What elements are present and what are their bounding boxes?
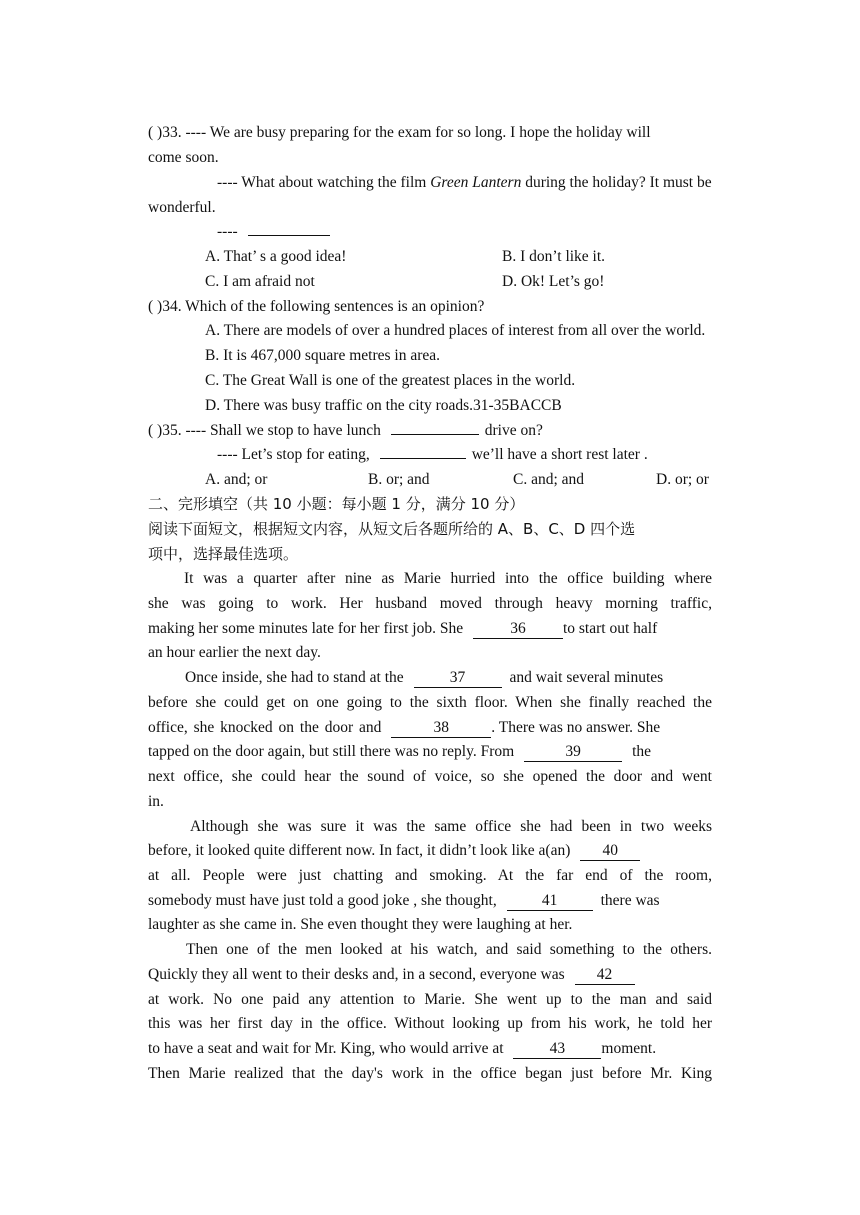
question-34-stem: ( )34. Which of the following sentences is an opinion? [148,298,485,315]
answer-blank[interactable] [391,434,479,435]
blank-40[interactable]: 40 [580,842,640,861]
option-d: D. Ok! Let’s go! [502,273,605,290]
option-b: B. or; and [368,471,430,488]
option-b: B. It is 467,000 square metres in area. [205,347,441,364]
passage-line: before she could get on one going to the sixth floor. When she finally reached the [148,694,712,711]
passage-line: to have a seat and wait for Mr. King, who would arrive at 43 moment. [148,1040,657,1057]
question-33-reply-cont: wonderful. [148,199,216,216]
answer-paren: ( ) [148,422,163,439]
blank-37[interactable]: 37 [414,669,502,688]
passage-line: she was going to work. Her husband moved through heavy morning traffic, [148,595,712,612]
section-heading: 二、完形填空（共 10 小题：每小题 1 分，满分 10 分） [148,495,525,513]
answer-paren: ( ) [148,124,163,141]
section-instructions: 阅读下面短文，根据短文内容，从短文后各题所给的 A、B、C、D 四个选 [148,520,636,538]
option-a: A. There are models of over a hundred places of interest from all over the world. [205,322,706,339]
question-33-answer-line: ---- [217,222,330,242]
film-title: Green Lantern [430,174,522,191]
passage-line: Although she was sure it was the same office she had been in two weeks [190,818,712,835]
option-a: A. and; or [205,471,268,488]
blank-38[interactable]: 38 [391,719,491,738]
option-c: C. The Great Wall is one of the greatest places in the world. [205,372,576,389]
passage-line: It was a quarter after nine as Marie hurried into the office building where [184,570,712,587]
passage-line: next office, she could hear the sound of voice, so she opened the door and went [148,768,712,785]
passage-line: making her some minutes late for her first job. She 36 to start out half [148,620,658,637]
passage-line: in. [148,793,164,810]
answer-paren: ( ) [148,298,163,315]
passage-line: office, she knocked on the door and 38 . There was no answer. She [148,719,661,736]
blank-36[interactable]: 36 [473,620,563,639]
answer-blank[interactable] [248,235,330,236]
passage-line: at work. No one paid any attention to Marie. She went up to the man and said [148,991,712,1008]
passage-line: before, it looked quite different now. In fact, it didn’t look like a(an) 40 [148,841,640,861]
passage-line: Once inside, she had to stand at the 37 and wait several minutes [185,669,664,686]
option-d: D. or; or [656,471,709,488]
passage-line: tapped on the door again, but still there was no reply. From 39 the [148,743,651,760]
passage-line: Quickly they all went to their desks and, in a second, everyone was 42 [148,965,635,985]
passage-line: laughter as she came in. She even thought they were laughing at her. [148,916,573,933]
question-33-reply: ---- What about watching the film Green Lantern during the holiday? It must be [217,174,712,191]
section-instructions-cont: 项中，选择最佳选项。 [148,545,299,563]
option-c: C. and; and [513,471,585,488]
option-c: C. I am afraid not [205,273,315,290]
blank-41[interactable]: 41 [507,892,593,911]
question-35-stem: ( )35. ---- Shall we stop to have lunch drive on? [148,422,543,439]
passage-line: Then one of the men looked at his watch, and said something to the others. [186,941,712,958]
passage-line: Then Marie realized that the day's work in the office began just before Mr. King [148,1065,712,1082]
question-33-stem-cont: come soon. [148,149,219,166]
blank-42[interactable]: 42 [575,966,635,985]
option-b: B. I don’t like it. [502,248,606,265]
question-35-reply: ---- Let’s stop for eating, we’ll have a short rest later . [217,446,648,463]
passage-line: somebody must have just told a good joke , she thought, 41 there was [148,892,660,909]
option-d: D. There was busy traffic on the city roads.31-35BACCB [205,397,562,414]
question-33-stem: ( )33. ---- We are busy preparing for the exam for so long. I hope the holiday will [148,124,651,141]
passage-line: this was her first day in the office. Without looking up from his work, he told her [148,1015,712,1032]
option-a: A. That’ s a good idea! [205,248,347,265]
passage-line: an hour earlier the next day. [148,644,321,661]
passage-line: at all. People were just chatting and smoking. At the far end of the room, [148,867,712,884]
blank-39[interactable]: 39 [524,743,622,762]
blank-43[interactable]: 43 [513,1040,601,1059]
answer-blank[interactable] [380,458,466,459]
